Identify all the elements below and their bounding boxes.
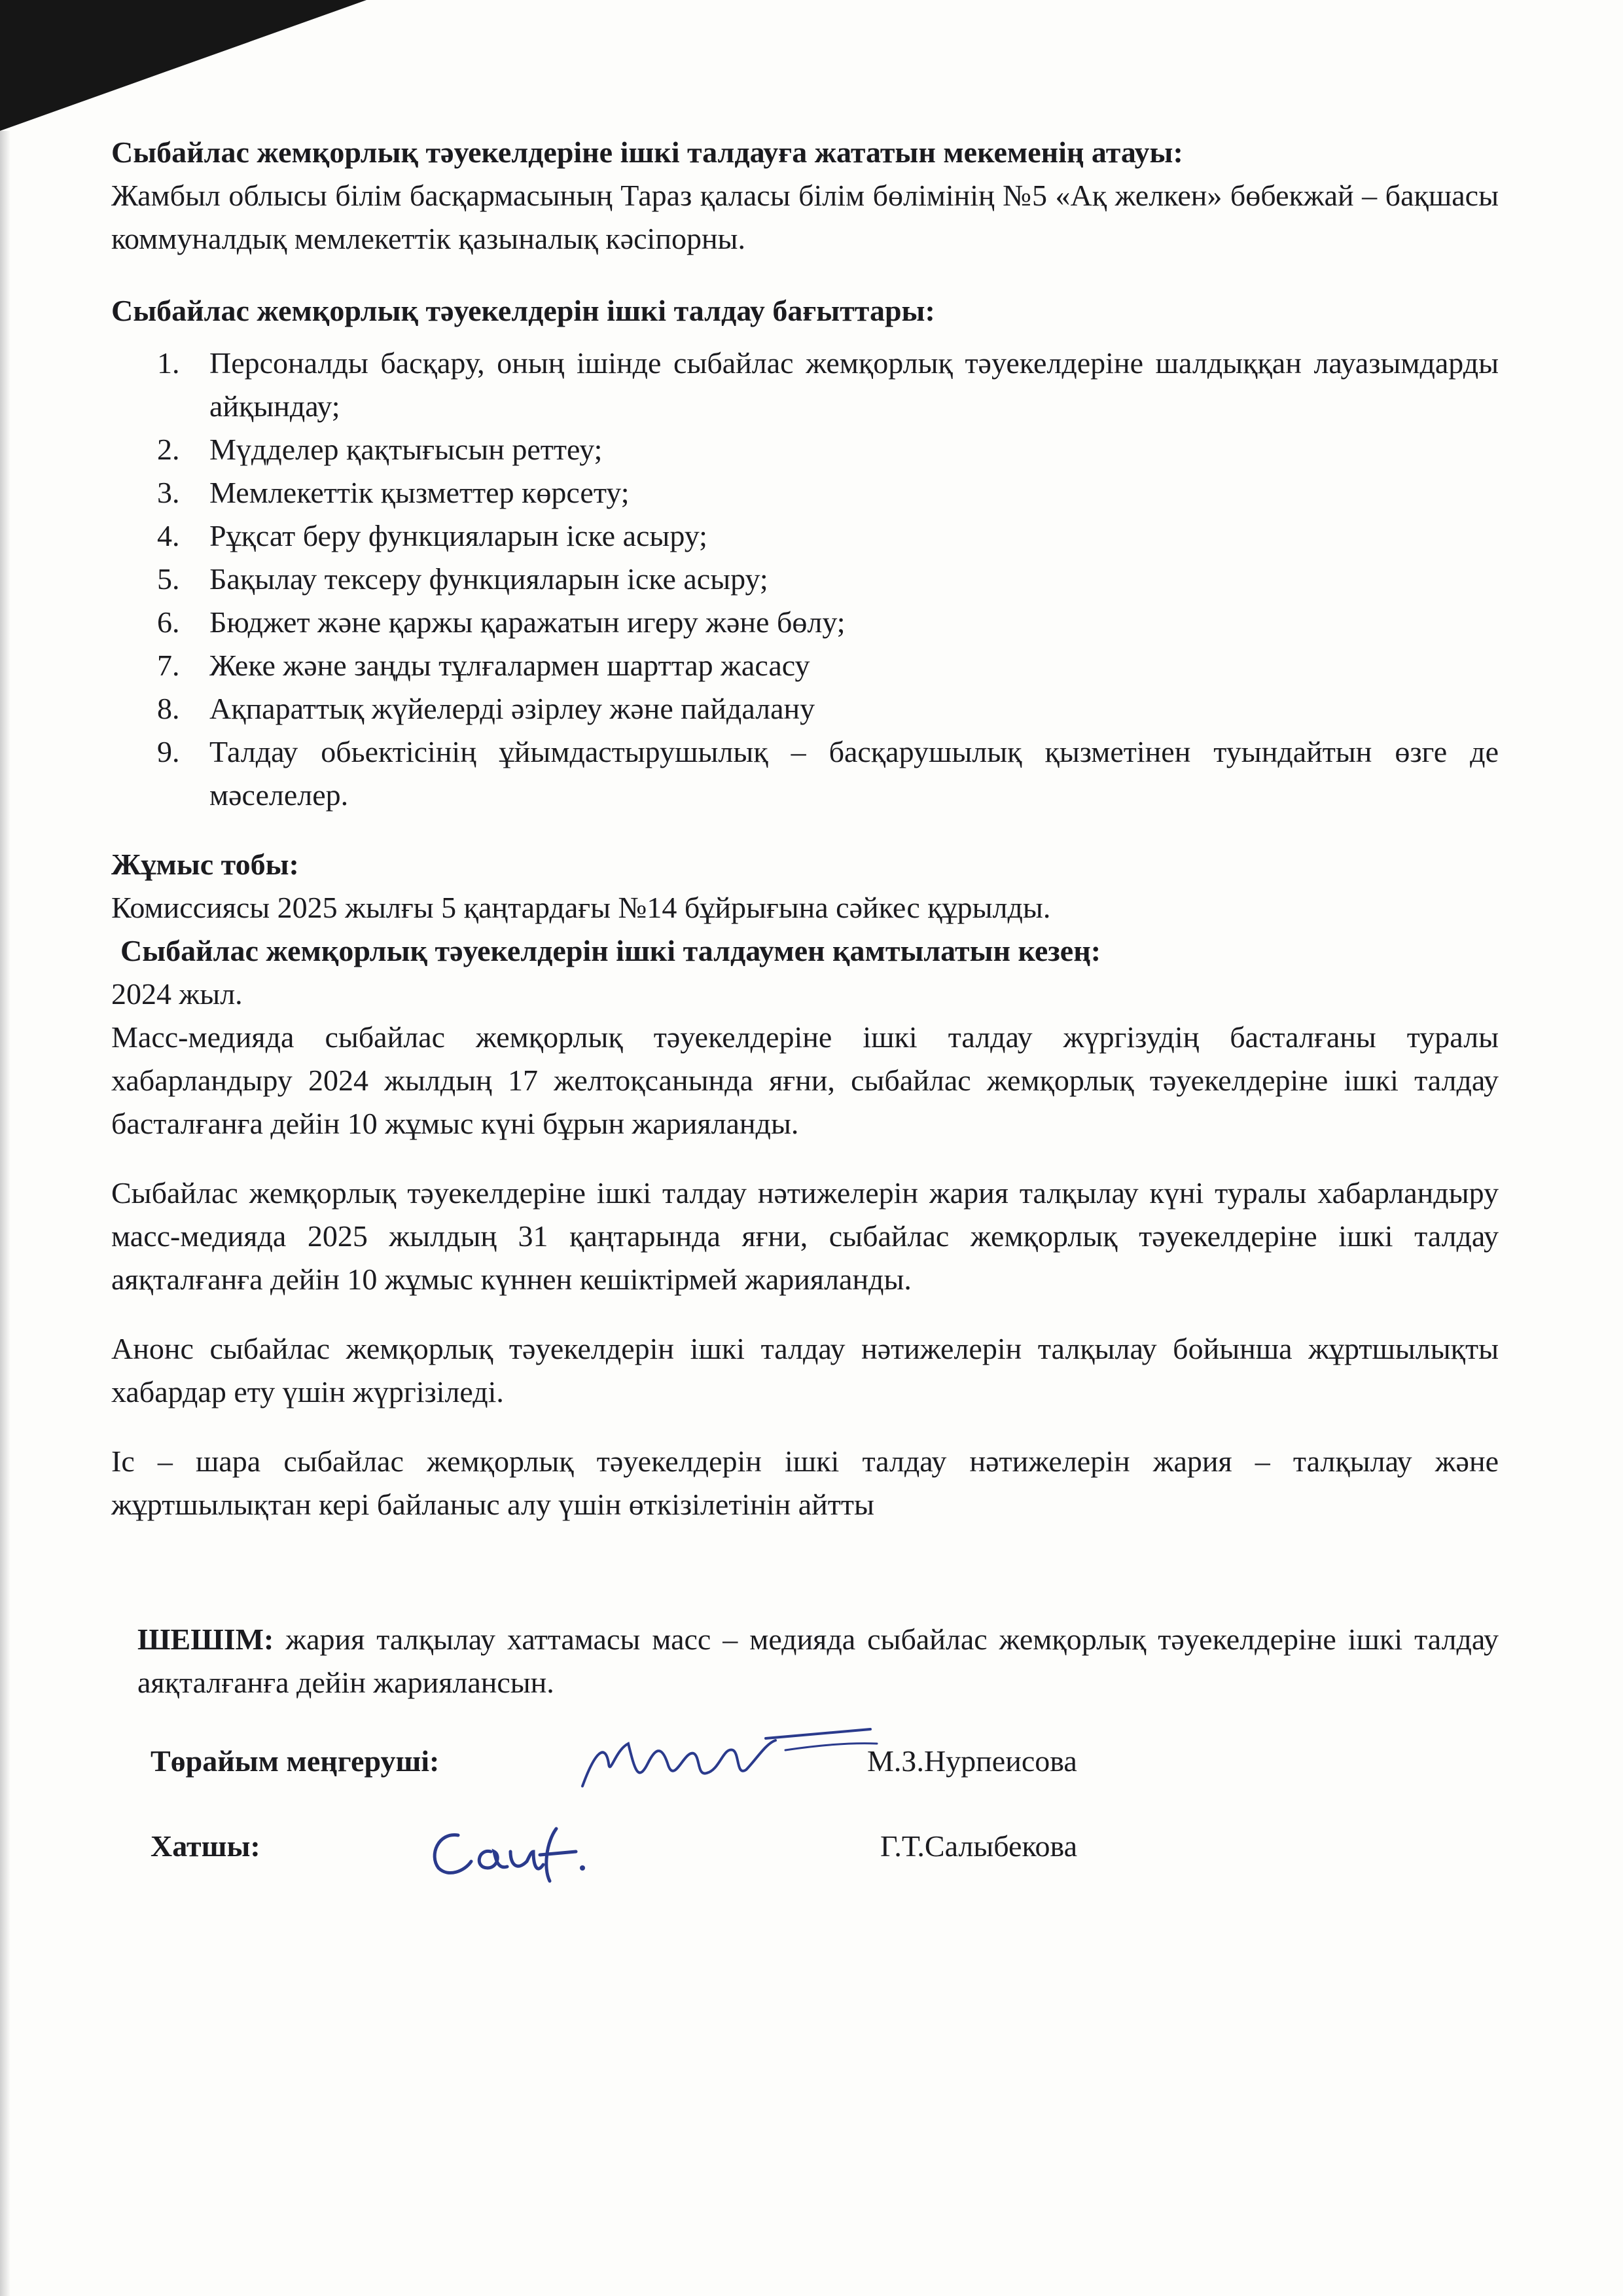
period-year: 2024 жыл. xyxy=(111,977,243,1011)
signature-row-head xyxy=(111,1731,1499,1809)
working-group-text: Комиссиясы 2025 жылғы 5 қаңтардағы №14 бұйрығына сәйкес құрылды. xyxy=(111,891,1051,924)
institution-heading: Сыбайлас жемқорлық тәуекелдеріне ішкі талдауға жататын мекеменің атауы: xyxy=(111,135,1183,169)
item-text: Бюджет және қаржы қаражатын игеру және бөлу; xyxy=(209,605,846,639)
list-item xyxy=(157,342,1499,428)
handwritten-signature-secretary xyxy=(419,1816,615,1888)
item-text: Бақылау тексеру функцияларын іске асыру; xyxy=(209,562,768,596)
item-text: Персоналды басқару, оның ішінде сыбайлас жемқорлық тәуекелдеріне шалдыққан лауазымдарды айқындау; xyxy=(209,346,1499,423)
list-item xyxy=(157,514,1499,558)
list-item xyxy=(157,644,1499,687)
item-number: 1. xyxy=(157,346,180,380)
paragraph-announcement-discussion: Сыбайлас жемқорлық тәуекелдеріне ішкі талдау нәтижелерін жария талқылау күні туралы хабарландыру масс-медияда 2025 жылдың 31 қаңтарында яғни, сыбайлас жемқорлық тәуекелдеріне ішкі талдау аяқталғанға дейін 10 жұмыс күннен кешіктірмей жарияланды. xyxy=(111,1176,1499,1296)
period-heading: Сыбайлас жемқорлық тәуекелдерін ішкі талдаумен қамтылатын кезең: xyxy=(120,934,1101,967)
decision-section xyxy=(111,1618,1499,1704)
list-item xyxy=(157,730,1499,817)
paragraph-anons: Анонс сыбайлас жемқорлық тәуекелдерін ішкі талдау нәтижелерін талқылау бойынша жұртшылықты хабардар ету үшін жүргізіледі. xyxy=(111,1332,1499,1408)
institution-name: Жамбыл облысы білім басқармасының Тараз қаласы білім бөлімінің №5 «Ақ желкен» бөбекжай – бақшасы коммуналдық мемлекеттік қазыналық кәсіпорны. xyxy=(111,179,1499,255)
item-text: Рұқсат беру функцияларын іске асыру; xyxy=(209,519,707,552)
paragraph-event: Іс – шара сыбайлас жемқорлық тәуекелдерін ішкі талдау нәтижелерін жария – талқылау және жұртшылықтан кері байланыс алу үшін өткізілетінін айтты xyxy=(111,1444,1499,1521)
signatures-section xyxy=(111,1731,1499,1894)
directions-list xyxy=(111,342,1499,817)
item-number: 4. xyxy=(157,519,180,552)
list-item xyxy=(157,428,1499,471)
period-section xyxy=(111,929,1499,1016)
item-number: 5. xyxy=(157,562,180,596)
signature-role-secretary: Хатшы: xyxy=(151,1829,260,1863)
item-number: 2. xyxy=(157,433,180,466)
decision-label: ШЕШІМ: xyxy=(137,1623,274,1656)
list-item xyxy=(157,687,1499,730)
item-text: Мүдделер қақтығысын реттеу; xyxy=(209,433,603,466)
item-number: 9. xyxy=(157,735,180,768)
item-text: Жеке және заңды тұлғалармен шарттар жасасу xyxy=(209,649,810,682)
paragraph-announcement-start: Масс-медияда сыбайлас жемқорлық тәуекелдеріне ішкі талдау жүргізудің басталғаны туралы хабарландыру 2024 жылдың 17 желтоқсанында яғни, сыбайлас жемқорлық тәуекелдеріне ішкі талдау басталғанға дейін 10 жұмыс күні бұрын жарияланды. xyxy=(111,1020,1499,1140)
directions-section xyxy=(111,289,1499,817)
list-item xyxy=(157,558,1499,601)
signature-role-head: Төрайым меңгеруші: xyxy=(151,1744,440,1778)
signature-name-secretary: Г.Т.Салыбекова xyxy=(880,1829,1078,1863)
paragraphs-section xyxy=(111,1016,1499,1526)
item-number: 6. xyxy=(157,605,180,639)
list-item xyxy=(157,471,1499,514)
working-group-section xyxy=(111,843,1499,929)
item-text: Талдау обьектісінің ұйымдастырушылық – басқарушылық қызметінен туындайтын өзге де мәселелер. xyxy=(209,735,1499,812)
decision-text xyxy=(111,1618,1499,1704)
scan-shadow xyxy=(0,0,366,131)
document-body xyxy=(111,131,1499,1894)
item-number: 7. xyxy=(157,649,180,682)
signature-row-secretary xyxy=(111,1816,1499,1894)
working-group-heading: Жұмыс тобы: xyxy=(111,848,299,881)
scan-edge xyxy=(0,131,10,2296)
item-text: Ақпараттық жүйелерді әзірлеу және пайдалану xyxy=(209,692,815,725)
signature-name-head: М.З.Нурпеисова xyxy=(867,1744,1077,1778)
item-number: 3. xyxy=(157,476,180,509)
directions-heading: Сыбайлас жемқорлық тәуекелдерін ішкі талдау бағыттары: xyxy=(111,294,935,327)
handwritten-signature-head xyxy=(569,1724,910,1803)
decision-body: жария талқылау хаттамасы масс – медияда сыбайлас жемқорлық тәуекелдеріне ішкі талдау аяқталғанға дейін жариялансын. xyxy=(137,1623,1499,1699)
list-item xyxy=(157,601,1499,644)
item-text: Мемлекеттік қызметтер көрсету; xyxy=(209,476,630,509)
institution-section xyxy=(111,131,1499,260)
item-number: 8. xyxy=(157,692,180,725)
